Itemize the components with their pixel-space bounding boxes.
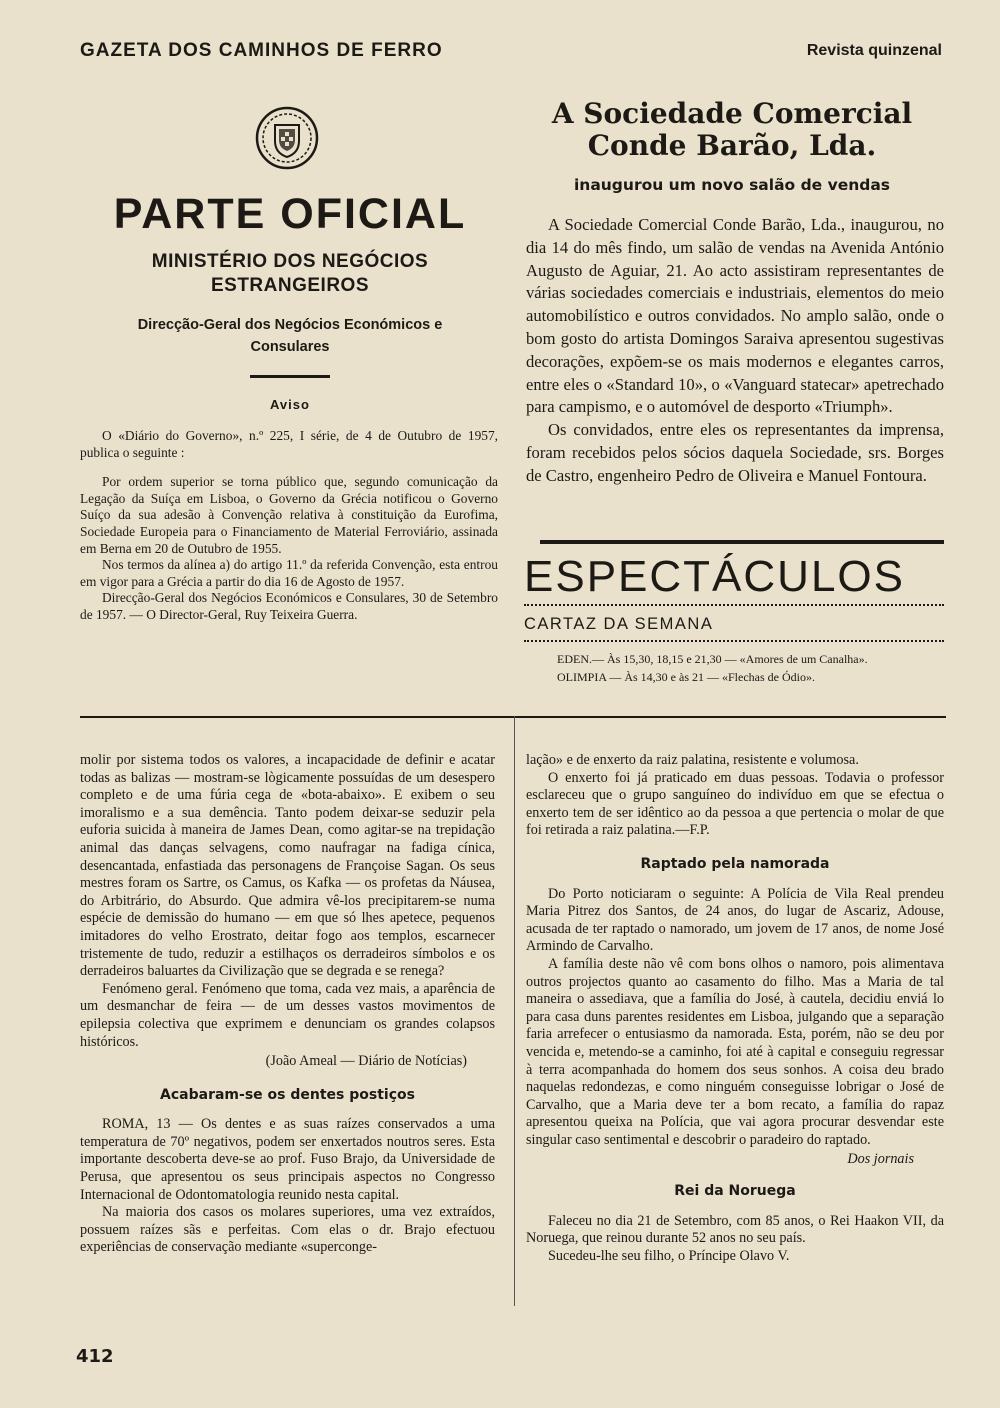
publication-frequency: Revista quinzenal xyxy=(806,42,942,59)
article-subtitle: inaugurou um novo salão de vendas xyxy=(573,176,891,194)
divider xyxy=(250,375,330,378)
article-paragraph: A família deste não vê com bons olhos o namoro, pois alimentava outros projectos quanto ao casamento do filho. Mas a Maria de tal maneira o assediava, que a família do José, à cautela, decidiu enviá lo para casa duns parentes residentes em Lisboa, julgando que a separação faria arrefecer o entusiasmo da namorada. Esta, porém, não se deu por vencida e, metendo-se a caminho, foi até à capital e conseguiu regressar à terra acompanhada do homem dos seus sonhos. A coisa deu brado naquelas redondezas, e como ninguém conseguisse lobrigar o José de Carvalho, que a Maria deve ter a bom recato, a família do rapaz apresentou queixa na Polícia, que vai agora procurar desvendar este singular caso sentimental e descobrir o paradeiro do raptado. xyxy=(526,955,944,1148)
lower-left-column xyxy=(80,752,495,1257)
notice-paragraph: Direcção-Geral dos Negócios Económicos e Consulares, 30 de Setembro de 1957. — O Director-Geral, Ruy Teixeira Guerra. xyxy=(80,590,498,622)
article-paragraph: lação» e de enxerto da raiz palatina, resistente e volumosa. xyxy=(526,752,859,768)
spectacles-subheading: CARTAZ DA SEMANA xyxy=(524,615,714,633)
article-paragraph: O enxerto foi já praticado em duas pessoas. Todavia o professor esclareceu que o grupo sanguíneo do indivíduo em que se efectua o enxerto tem de ser idêntico ao da pessoa a que pertencia o molar de que foi retirada a raiz palatina.—F.P. xyxy=(526,769,944,839)
divider xyxy=(524,604,944,606)
section-separator xyxy=(80,716,946,718)
article-paragraph: Sucedeu-lhe seu filho, o Príncipe Olavo V. xyxy=(548,1247,790,1264)
article-heading: Acabaram-se os dentes postiços xyxy=(160,1086,415,1103)
ministry-heading: MINISTÉRIO DOS NEGÓCIOS ESTRANGEIROS xyxy=(151,251,429,296)
listing-line: EDEN.— Às 15,30, 18,15 e 21,30 — «Amores de um Canalha». xyxy=(557,652,868,666)
publication-title: GAZETA DOS CAMINHOS DE FERRO xyxy=(80,40,443,61)
divider xyxy=(540,540,944,544)
article-paragraph: Na maioria dos casos os molares superiores, uma vez extraídos, possuem raízes sãs e perfeitas. Com elas o dr. Brajo efectuou experiências de conservação mediante «superconge- xyxy=(80,1204,495,1256)
article-paragraph: Faleceu no dia 21 de Setembro, com 85 anos, o Rei Haakon VII, da Noruega, que reinou durante 52 anos no seu país. xyxy=(526,1212,944,1247)
article-paragraph: molir por sistema todos os valores, a incapacidade de definir e acatar todas as balizas — mostram-se lògicamente possuídas de um desespero completo e de uma fúria cega de «bota-abaixo». E exibem o seu imoralismo e a sua demência. Tanto podem deixar-se seduzir pela euforia suicida à maneira de James Dean, como agitar-se na trepidação animal das danças selvagens, como naufragar na fadiga cínica, desencantada, enfastiada das personagens de Françoise Sagan. Os seus mestres foram os Sartre, os Camus, os Kafka — os profetas da Náusea, do Arbitrário, do Absurdo. Que admira vê-los precipitarem-se numa espécie de demissão do humano — em que só lhes apetece, pequenos imitadores do velho Erostrato, deitar fogo aos templos, escarnecer tristemente de tudo, reduzir a estilhaços os derradeiros símbolos e os derradeiros baluartes da Civilização que se degrada e se renega? xyxy=(80,752,495,980)
article-paragraph: A Sociedade Comercial Conde Barão, Lda., inaugurou, no dia 14 do mês findo, um salão de vendas na Avenida António Augusto de Aguiar, 21. Ao acto assistiram representantes de várias sociedades comerciais e industriais, elementos do meio automobilístico e outros convidados. No amplo salão, onde o bom gosto do artista Domingos Saraiva apresentou sugestivas decorações, expõem-se os mais modernos e elegantes carros, entre eles o «Standard 10», o «Vanguard statecar» apetrechado para campismo, e o automóvel de desporto «Triumph». xyxy=(526,215,944,417)
section-title: PARTE OFICIAL xyxy=(113,190,467,238)
lower-right-column xyxy=(526,752,944,1265)
notice-title: Aviso xyxy=(270,397,310,412)
spectacles-heading: ESPECTÁCULOS xyxy=(524,552,905,601)
article-heading: Rei da Noruega xyxy=(674,1183,796,1200)
article-paragraph: Os convidados, entre eles os representantes da imprensa, foram recebidos pelos sócios daquela Sociedade, srs. Borges de Castro, engenheiro Pedro de Oliveira e Manuel Fontoura. xyxy=(526,420,944,485)
listing-line: OLIMPIA — Às 14,30 e às 21 — «Flechas de Ódio». xyxy=(557,670,815,684)
notice-body xyxy=(80,428,498,624)
article-heading: Raptado pela namorada xyxy=(640,855,830,872)
article-title-line: A Sociedade Comercial xyxy=(551,97,913,130)
attribution: (João Ameal — Diário de Notícias) xyxy=(265,1053,467,1070)
notice-paragraph: Nos termos da alínea a) do artigo 11.º da referida Convenção, esta entrou em vigor para a Grécia a partir do dia 16 de Agosto de 1957. xyxy=(80,557,498,589)
notice-paragraph: O «Diário do Governo», n.º 225, I série, de 4 de Outubro de 1957, publica o seguinte : xyxy=(80,428,498,460)
article-paragraph: Do Porto noticiaram o seguinte: A Polícia de Vila Real prendeu Maria Pitrez dos Santos, de 24 anos, do lugar de Ascariz, Adouse, acusada de ter raptado o namorado, um jovem de 17 anos, de nome José Armindo de Carvalho. xyxy=(526,885,944,955)
page-number: 412 xyxy=(76,1346,114,1367)
article-paragraph: Fenómeno geral. Fenómeno que toma, cada vez mais, a aparência de um desmanchar de feira — de um desses vastos movimentos de epilepsia colectiva que exprimem e denunciam os grandes colapsos históricos. xyxy=(80,980,495,1050)
divider xyxy=(524,640,944,642)
article-title xyxy=(522,98,942,162)
article-body xyxy=(526,214,944,488)
source-credit: Dos jornais xyxy=(847,1151,914,1168)
coat-of-arms-icon xyxy=(255,103,319,173)
article-title-line: Conde Barão, Lda. xyxy=(587,129,877,162)
column-separator xyxy=(514,716,515,1306)
notice-paragraph: Por ordem superior se torna público que, segundo comunicação da Legação da Suíça em Lisboa, o Governo da Grécia notificou o Governo Suíço da sua adesão à Convenção relativa à constituição da Eurofima, Sociedade Europeia para o Financiamento de Material Ferroviário, assinada em Berna em 20 de Outubro de 1955. xyxy=(80,474,498,556)
directorate-heading: Direcção-Geral dos Negócios Económicos e Consulares xyxy=(137,317,443,355)
article-paragraph: ROMA, 13 — Os dentes e as suas raízes conservados a uma temperatura de 70º negativos, podem ser enxertados noutros seres. Esta importante descoberta deve-se ao prof. Fuso Brajo, da Universidade de Perusa, que apresentou os seus principais aspectos no Congresso Internacional de Odontomatologia reunido nesta capital. xyxy=(80,1116,495,1203)
